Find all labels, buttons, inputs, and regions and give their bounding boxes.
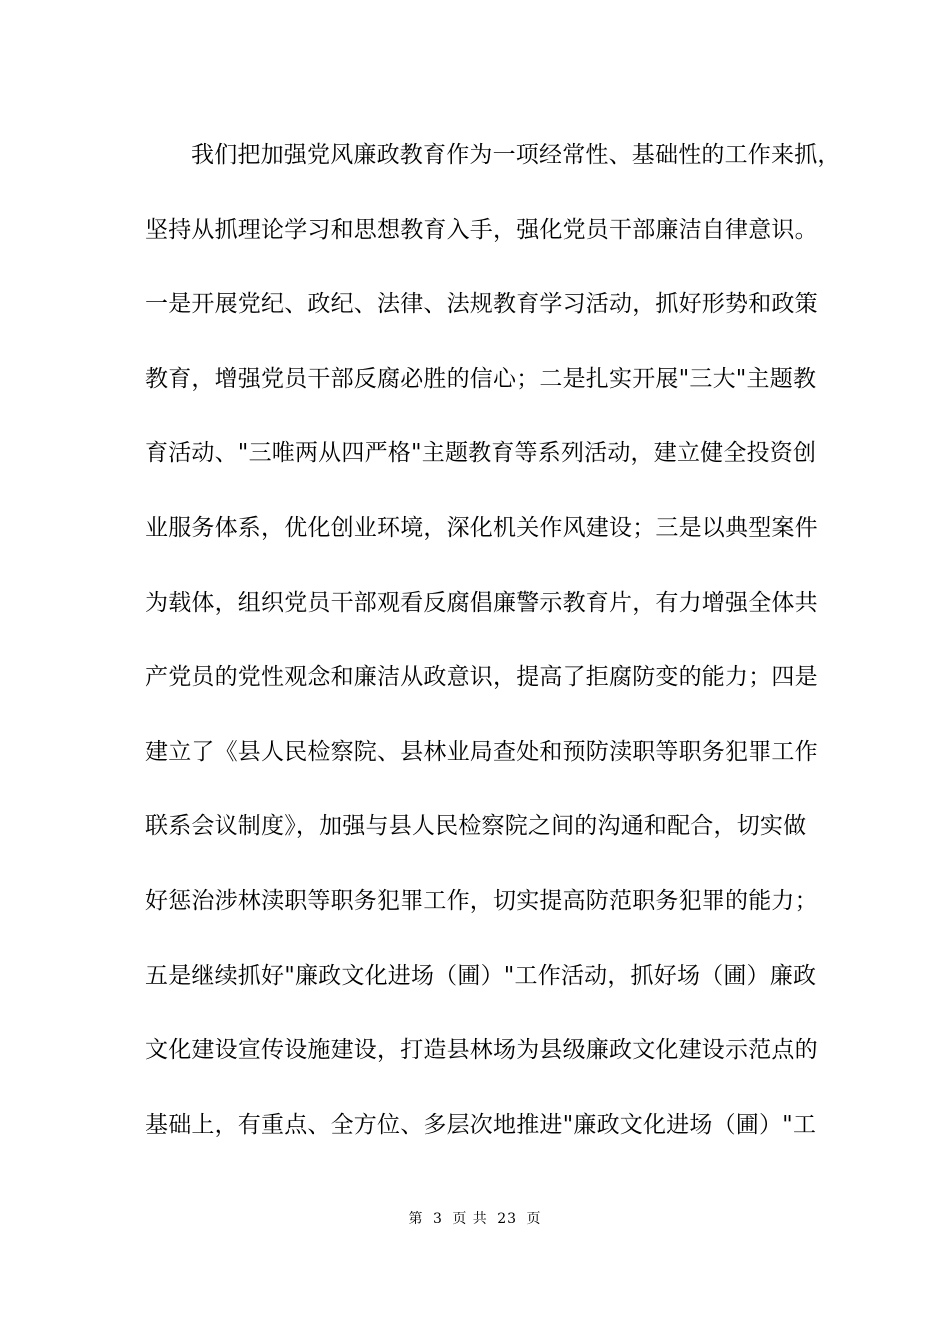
text-line-1: 我们把加强党风廉政教育作为一项经常性、基础性的工作来抓， — [191, 142, 841, 168]
text-line-12: 五是继续抓好"廉政文化进场（圃）"工作活动，抓好场（圃）廉政 — [145, 962, 817, 989]
text-line-5: 育活动、"三唯两从四严格"主题教育等系列活动，建立健全投资创 — [145, 440, 817, 467]
text-line-8: 产党员的党性观念和廉洁从政意识，提高了拒腐防变的能力；四是 — [145, 664, 818, 691]
footer-suffix: 页 — [526, 1211, 542, 1227]
text-line-7: 为载体，组织党员干部观看反腐倡廉警示教育片，有力增强全体共 — [145, 589, 818, 616]
text-line-13: 文化建设宣传设施建设，打造县林场为县级廉政文化建设示范点的 — [145, 1037, 818, 1064]
text-line-4: 教育，增强党员干部反腐必胜的信心；二是扎实开展"三大"主题教 — [145, 365, 817, 392]
text-line-2: 坚持从抓理论学习和思想教育入手，强化党员干部廉洁自律意识。 — [145, 216, 818, 243]
text-line-10: 联系会议制度》，加强与县人民检察院之间的沟通和配合，切实做 — [145, 813, 807, 840]
text-line-6: 业服务体系，优化创业环境，深化机关作风建设；三是以典型案件 — [145, 514, 818, 541]
body-text — [145, 128, 841, 1172]
footer-prefix: 第 — [408, 1211, 424, 1227]
text-line-9: 建立了《县人民检察院、县林业局查处和预防渎职等职务犯罪工作 — [145, 738, 818, 765]
footer-mid: 页 共 — [452, 1211, 488, 1227]
text-line-11: 好惩治涉林渎职等职务犯罪工作，切实提高防范职务犯罪的能力； — [145, 887, 818, 914]
footer-total-pages: 23 — [497, 1211, 518, 1227]
text-line-3: 一是开展党纪、政纪、法律、法规教育学习活动，抓好形势和政策 — [145, 291, 818, 318]
text-line-14: 基础上，有重点、全方位、多层次地推进"廉政文化进场（圃）"工 — [145, 1111, 817, 1138]
page-footer — [0, 1209, 950, 1229]
footer-current-page: 3 — [432, 1211, 443, 1227]
